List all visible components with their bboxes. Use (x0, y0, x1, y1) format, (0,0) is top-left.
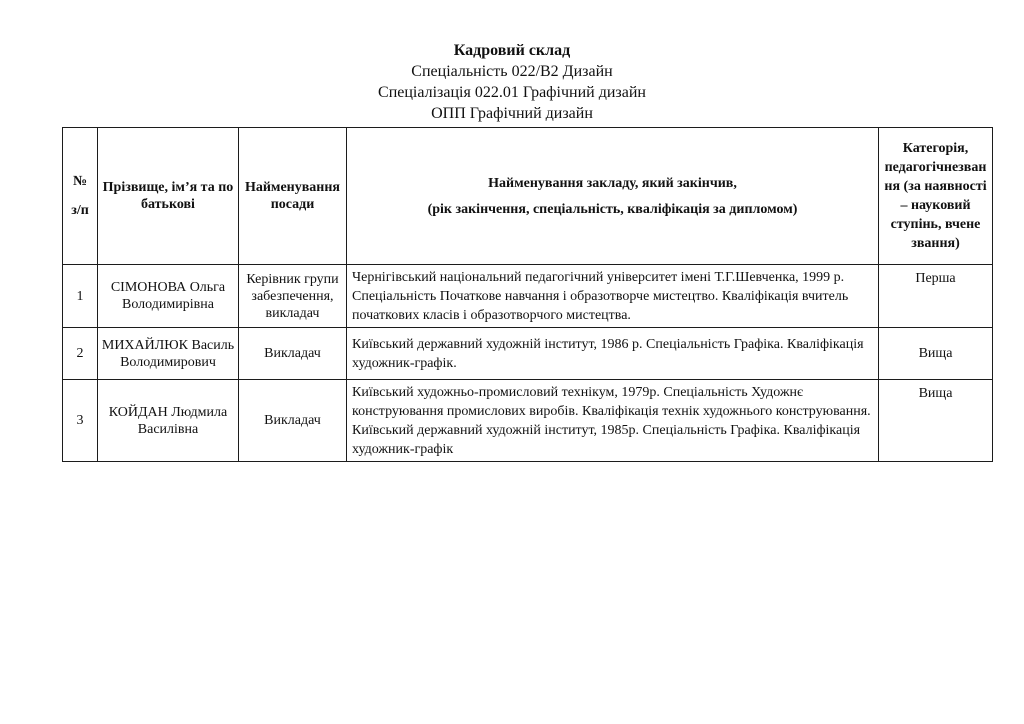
title-block (0, 0, 1024, 124)
doc-title: Кадровий склад (453, 42, 571, 59)
row1-category: Перша (879, 265, 993, 328)
header-num-sign: № (72, 174, 88, 189)
header-position: Найменування посади (239, 128, 347, 265)
table-header-row (63, 128, 993, 265)
row1-num: 1 (63, 265, 98, 328)
row2-category: Вища (879, 328, 993, 380)
table-row (63, 265, 993, 328)
row3-position: Викладач (239, 380, 347, 462)
row3-name: КОЙДАН Людмила Василівна (98, 380, 239, 462)
subtitle-specialization: Спеціалізація 022.01 Графічний дизайн (378, 84, 646, 101)
row2-institution: Київський державний художній інститут, 1986 р. Спеціальність Графіка. Кваліфікація художник-графік. (347, 328, 879, 380)
header-num-zp: з/п (71, 203, 89, 218)
row1-institution: Чернігівський національний педагогічний університет імені Т.Г.Шевченка, 1999 р. Спеціальність Початкове навчання і образотворче мистецтво. Кваліфікація вчитель початкових класів і образотворчого мистецтва. (347, 265, 879, 328)
row3-num: 3 (63, 380, 98, 462)
row2-num: 2 (63, 328, 98, 380)
row2-name: МИХАЙЛЮК Василь Володимирович (98, 328, 239, 380)
subtitle-opp: ОПП Графічний дизайн (431, 105, 593, 122)
personnel-table (62, 127, 993, 462)
header-institution-line1: Найменування закладу, який закінчив, (488, 175, 737, 191)
header-institution-line2: (рік закінчення, спеціальність, кваліфікація за дипломом) (427, 201, 798, 217)
header-category: Категорія, педагогічнезвання (за наявності – науковий ступінь, вчене звання) (879, 128, 993, 265)
row3-institution: Київський художньо-промисловий технікум, 1979р. Спеціальність Художнє конструювання промислових виробів. Кваліфікація технік художнього конструювання. Київський державний художній інститут, 1985р. Спеціальність Графіка. Кваліфікація художник-графік (347, 380, 879, 462)
row3-category: Вища (879, 380, 993, 462)
row2-position: Викладач (239, 328, 347, 380)
table-row (63, 328, 993, 380)
header-institution (347, 128, 879, 265)
header-num (63, 128, 98, 265)
header-name: Прізвище, ім’я та по батькові (98, 128, 239, 265)
row1-name: СІМОНОВА Ольга Володимирівна (98, 265, 239, 328)
subtitle-specialty: Спеціальність 022/В2 Дизайн (411, 63, 613, 80)
table-row (63, 380, 993, 462)
row1-position: Керівник групи забезпечення, викладач (239, 265, 347, 328)
